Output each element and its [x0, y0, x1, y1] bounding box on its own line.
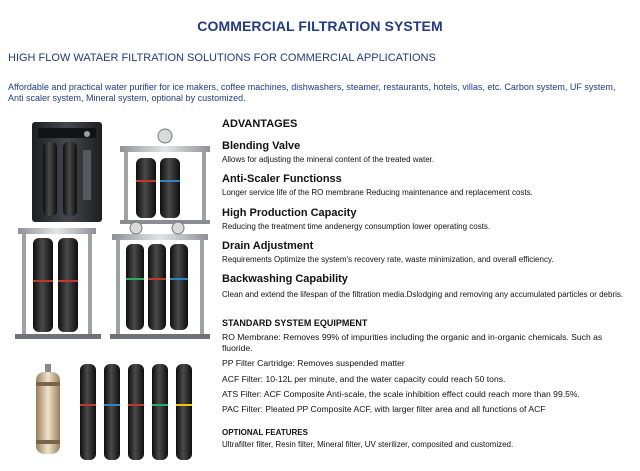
advantage-desc: Allows for adjusting the mineral content of the treated water.	[222, 155, 435, 164]
advantages-heading: ADVANTAGES	[222, 118, 298, 130]
advantage-title: Backwashing Capability	[222, 273, 348, 285]
rack-unit-image	[120, 129, 210, 224]
uv-sterilizer-image	[36, 364, 60, 454]
page-subtitle: HIGH FLOW WATAER FILTRATION SOLUTIONS FOR COMMERCIAL APPLICATIONS	[8, 52, 436, 64]
optional-heading: OPTIONAL FEATURES	[222, 428, 308, 437]
equipment-item: ATS Filter: ACF Composite Anti-scale, the scale inhibition effect could reach more than 99.5%.	[222, 389, 580, 399]
intro-paragraph: Affordable and practical water purifier for ice makers, coffee machines, dishwashers, steamer, restaurants, hotels, villas, etc. Carbon system, UF system, Anti scaler system, Mineral system, optional by customized.	[8, 82, 616, 103]
equipment-item: ACF Filter: 10-12L per minute, and the water capacity could reach 50 tons.	[222, 374, 506, 384]
advantage-desc: Longer service life of the RO membrane Reducing maintenance and replacement costs.	[222, 188, 533, 197]
advantage-title: Blending Valve	[222, 140, 301, 152]
advantage-title: Anti-Scaler Functionss	[222, 173, 342, 185]
cabinet-unit-image	[32, 122, 102, 222]
rack-unit-image	[15, 228, 101, 339]
advantage-title: Drain Adjustment	[222, 240, 314, 252]
advantage-title: High Production Capacity	[222, 207, 357, 219]
advantage-desc: Requirements Optimize the system's recovery rate, waste minimization, and overall efficiency.	[222, 255, 554, 264]
rack-unit-image	[110, 222, 210, 339]
equipment-item: PAC Filter: Pleated PP Composite ACF, with larger filter area and all functions of ACF	[222, 404, 546, 414]
filter-cartridge-image	[80, 364, 192, 460]
equipment-item: PP Filter Cartridge: Removes suspended matter	[222, 358, 405, 368]
equipment-heading: STANDARD SYSTEM EQUIPMENT	[222, 318, 368, 328]
advantage-desc: Clean and extend the lifespan of the filtration media.Dslodging and removing any accumulated particles or debris.	[222, 290, 624, 299]
advantage-desc: Reducing the treatment time andenergy consumption lower operating costs.	[222, 222, 491, 231]
page-title: COMMERCIAL FILTRATION SYSTEM	[197, 18, 443, 34]
optional-text: Ultrafilter filter, Resin filter, Mineral filter, UV sterilizer, composited and customized.	[222, 440, 514, 449]
equipment-item: RO Membrane: Removes 99% of impurities including the organic and in-organic chemicals. Such as fluoride.	[222, 332, 603, 353]
product-images	[0, 110, 218, 471]
